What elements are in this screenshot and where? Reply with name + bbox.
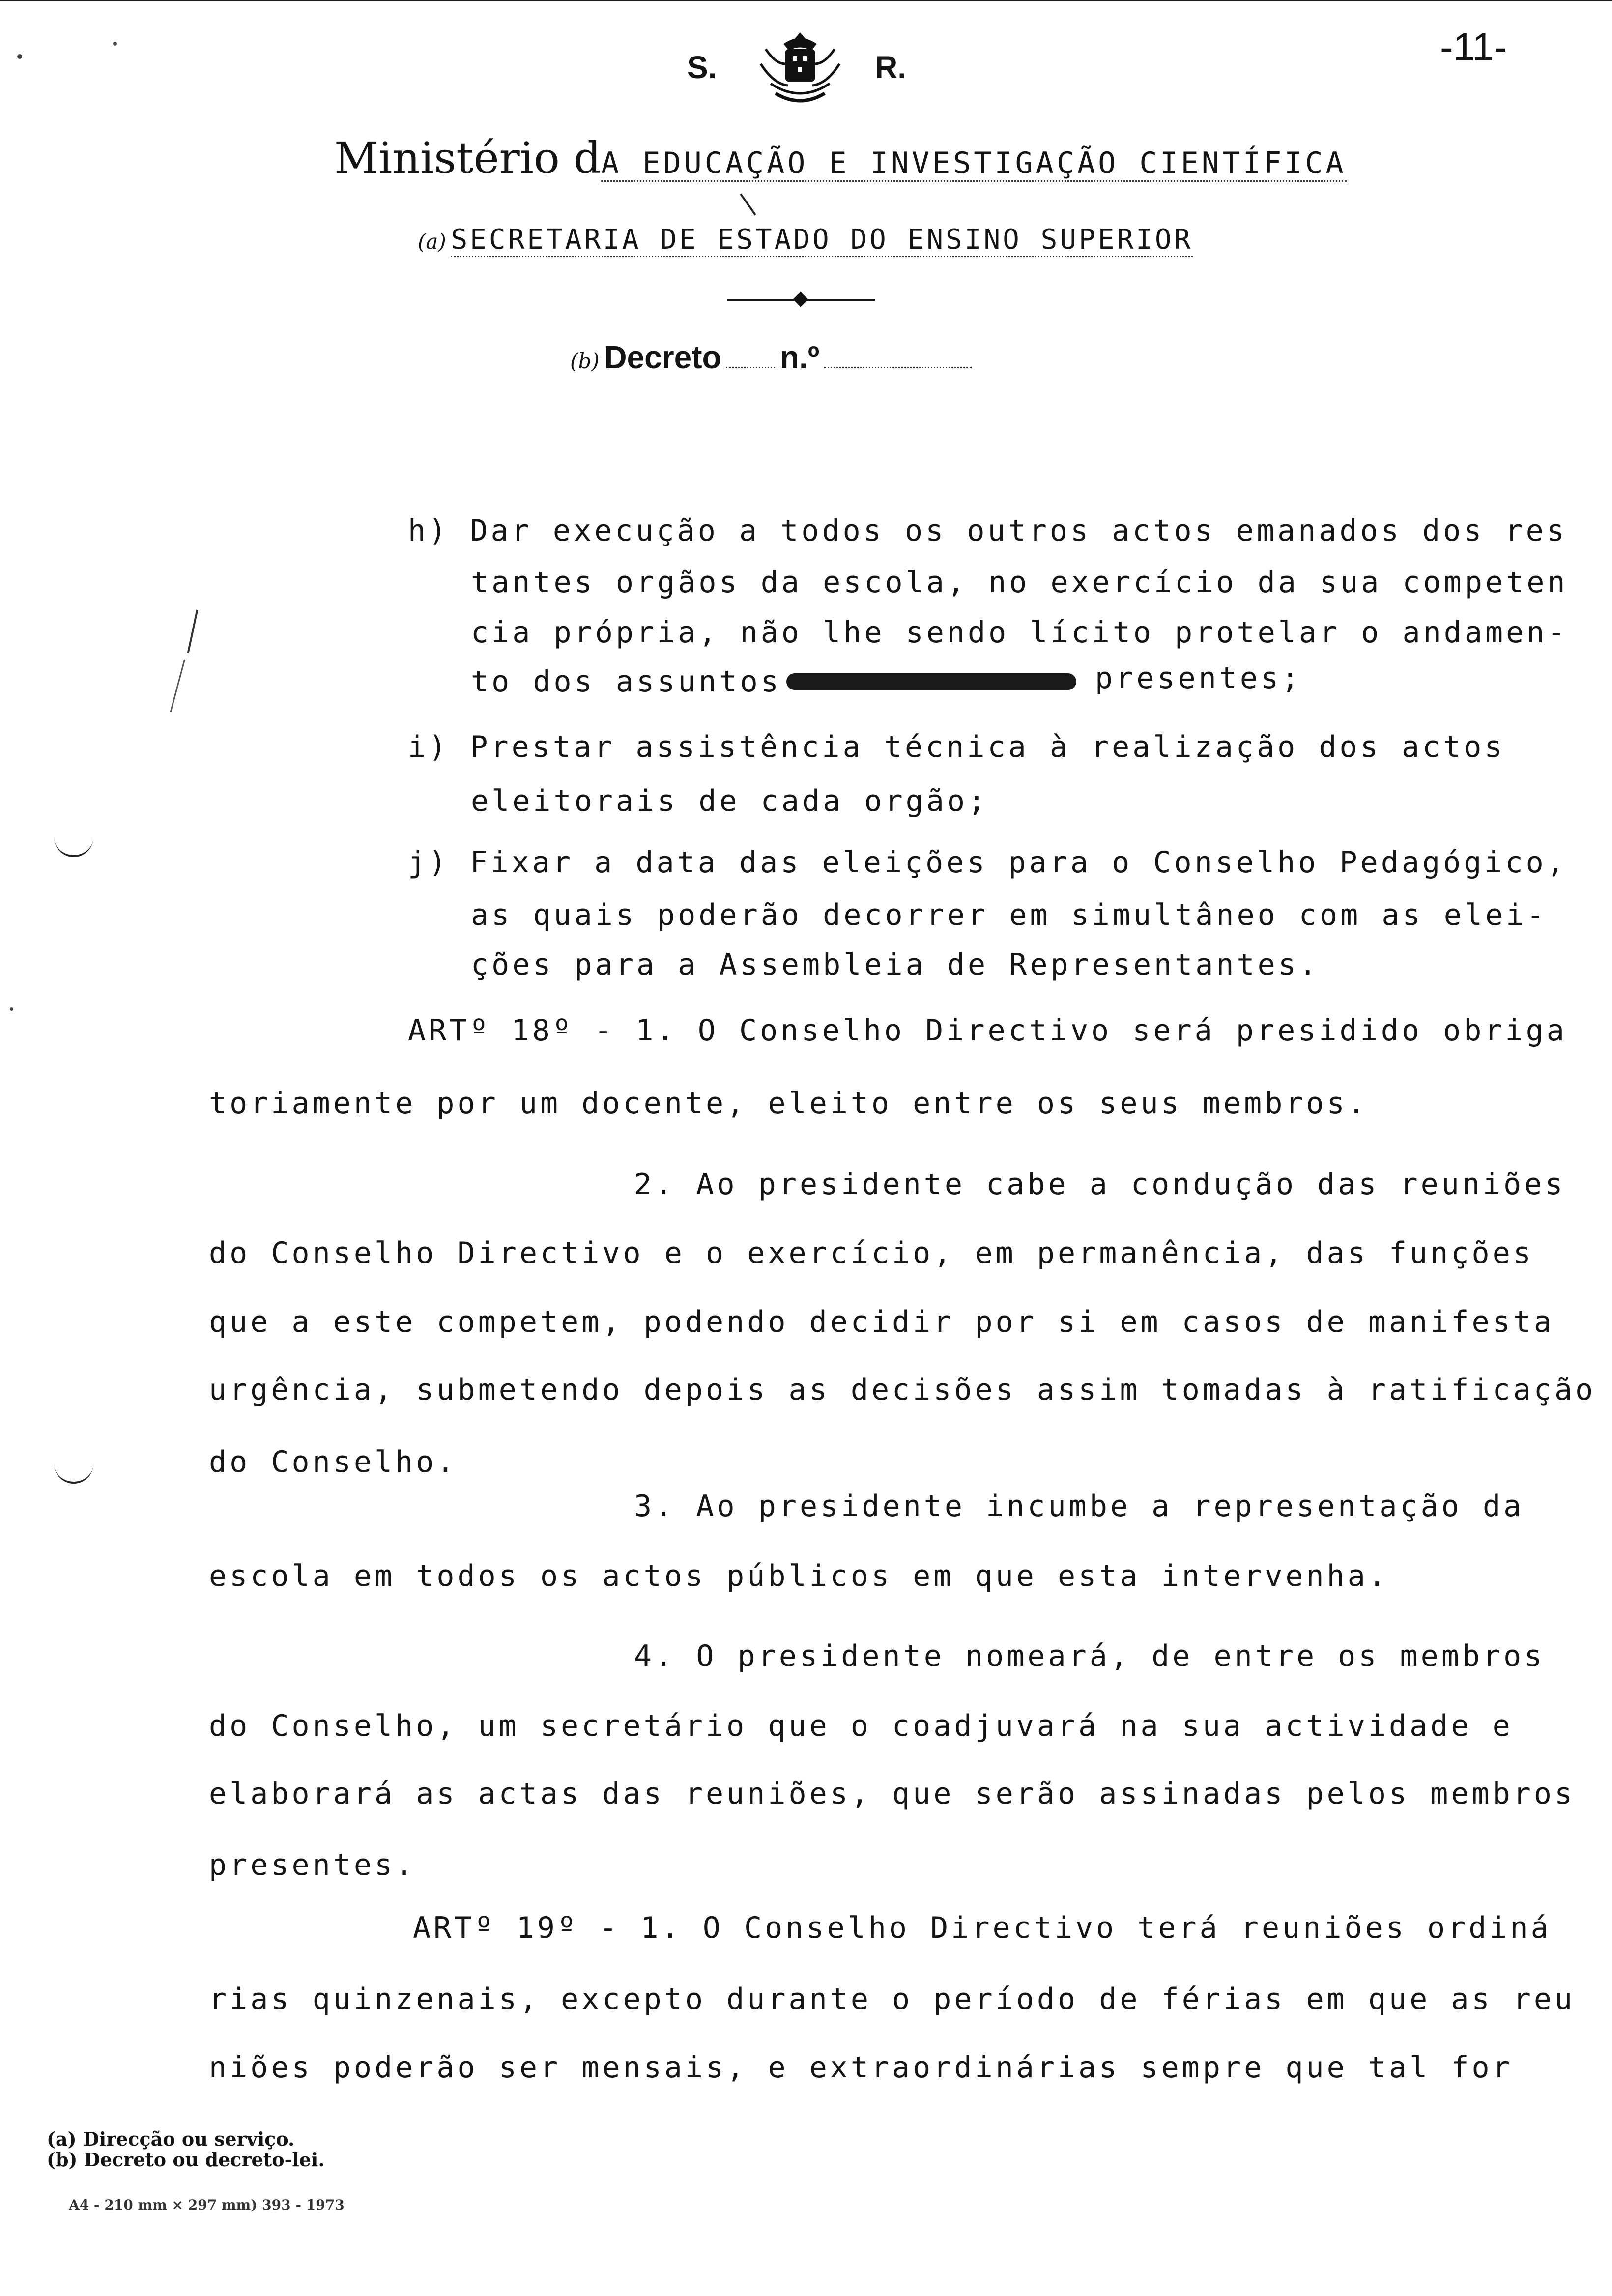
decreto-label: Decreto xyxy=(604,340,721,375)
footnote-b: (b) Decreto ou decreto-lei. xyxy=(47,2149,325,2171)
ministry-name: A EDUCAÇÃO E INVESTIGAÇÃO CIENTÍFICA xyxy=(601,146,1346,182)
ministry-heading xyxy=(334,133,1347,183)
clause-j-line-3: ções para a Assembleia de Representantes. xyxy=(471,947,1320,982)
crossed-out-text xyxy=(786,673,1076,690)
clause-h-line-4: to dos assuntos xyxy=(471,664,781,699)
divider-diamond-icon xyxy=(793,291,808,307)
clause-i-line-2: eleitorais de cada orgão; xyxy=(471,784,989,818)
secretaria-name: SECRETARIA DE ESTADO DO ENSINO SUPERIOR xyxy=(451,224,1193,257)
header-left-initial: S. xyxy=(687,50,717,85)
coat-of-arms-icon xyxy=(751,29,849,108)
article-18-para-3-line-2: escola em todos os actos públicos em que esta intervenha. xyxy=(209,1559,1389,1593)
speck xyxy=(17,54,22,59)
clause-i-line-1: i) Prestar assistência técnica à realização dos actos xyxy=(408,730,1505,764)
top-border xyxy=(0,0,1612,1)
clause-h-line-2: tantes orgãos da escola, no exercício da sua competen xyxy=(471,565,1568,600)
secretaria-line xyxy=(418,224,1193,256)
note-a-marker: (a) xyxy=(418,230,446,254)
article-18-para-4-line-4: presentes. xyxy=(209,1848,416,1882)
punch-hole-mark xyxy=(54,835,93,857)
article-18-para-2-line-3: que a este competem, podendo decidir por si em casos de manifesta xyxy=(209,1305,1554,1339)
clause-h-line-3: cia própria, não lhe sendo lícito protelar o andamen- xyxy=(471,615,1568,650)
article-18-para-2-line-2: do Conselho Directivo e o exercício, em permanência, das funções xyxy=(209,1236,1534,1270)
article-18-para-2-line-1: 2. Ao presidente cabe a condução das reuniões xyxy=(634,1167,1566,1202)
margin-pen-mark xyxy=(187,610,199,654)
article-18-para-4-line-3: elaborará as actas das reuniões, que serão assinadas pelos membros xyxy=(209,1777,1576,1811)
ministry-label: Ministério d xyxy=(334,133,602,183)
article-18-para-2-line-4: urgência, submetendo depois as decisões assim tomadas à ratificação xyxy=(209,1373,1596,1407)
decreto-line xyxy=(570,339,972,375)
clause-j-line-2: as quais poderão decorrer em simultâneo com as elei- xyxy=(471,898,1548,932)
page-number: -11- xyxy=(1440,25,1507,69)
punch-hole-mark xyxy=(54,1462,93,1484)
article-18-line-2: toriamente por um docente, eleito entre os seus membros. xyxy=(209,1086,1368,1120)
clause-j-line-1: j) Fixar a data das eleições para o Conselho Pedagógico, xyxy=(408,845,1567,880)
article-18-para-4-line-2: do Conselho, um secretário que o coadjuvará na sua actividade e xyxy=(209,1709,1513,1743)
speck xyxy=(113,42,117,46)
form-code: A4 - 210 mm × 297 mm) 393 - 1973 xyxy=(69,2197,345,2213)
article-18-para-4-line-1: 4. O presidente nomeará, de entre os membros xyxy=(634,1639,1545,1673)
footnote-a: (a) Direcção ou serviço. xyxy=(47,2128,295,2150)
note-b-marker: (b) xyxy=(570,349,600,373)
article-18-line-1: ARTº 18º - 1. O Conselho Directivo será presidido obriga xyxy=(408,1013,1567,1048)
article-19-line-1: ARTº 19º - 1. O Conselho Directivo terá reuniões ordiná xyxy=(413,1911,1552,1945)
header-right-initial: R. xyxy=(875,50,906,85)
clause-h-line-1: h) Dar execução a todos os outros actos emanados dos res xyxy=(408,514,1567,548)
pen-mark xyxy=(740,194,756,216)
margin-pen-mark xyxy=(170,659,185,712)
article-18-para-2-line-5: do Conselho. xyxy=(209,1445,458,1479)
clause-h-line-4-end: presentes; xyxy=(1095,661,1302,695)
decreto-blank xyxy=(726,347,775,368)
article-19-line-3: niões poderão ser mensais, e extraordinárias sempre que tal for xyxy=(209,2050,1513,2085)
article-18-para-3-line-1: 3. Ao presidente incumbe a representação da xyxy=(634,1489,1525,1523)
speck xyxy=(10,1007,13,1011)
article-19-line-2: rias quinzenais, excepto durante o período de férias em que as reu xyxy=(209,1982,1576,2016)
decreto-number-label: n.º xyxy=(779,340,820,375)
decreto-number-blank xyxy=(824,347,972,368)
